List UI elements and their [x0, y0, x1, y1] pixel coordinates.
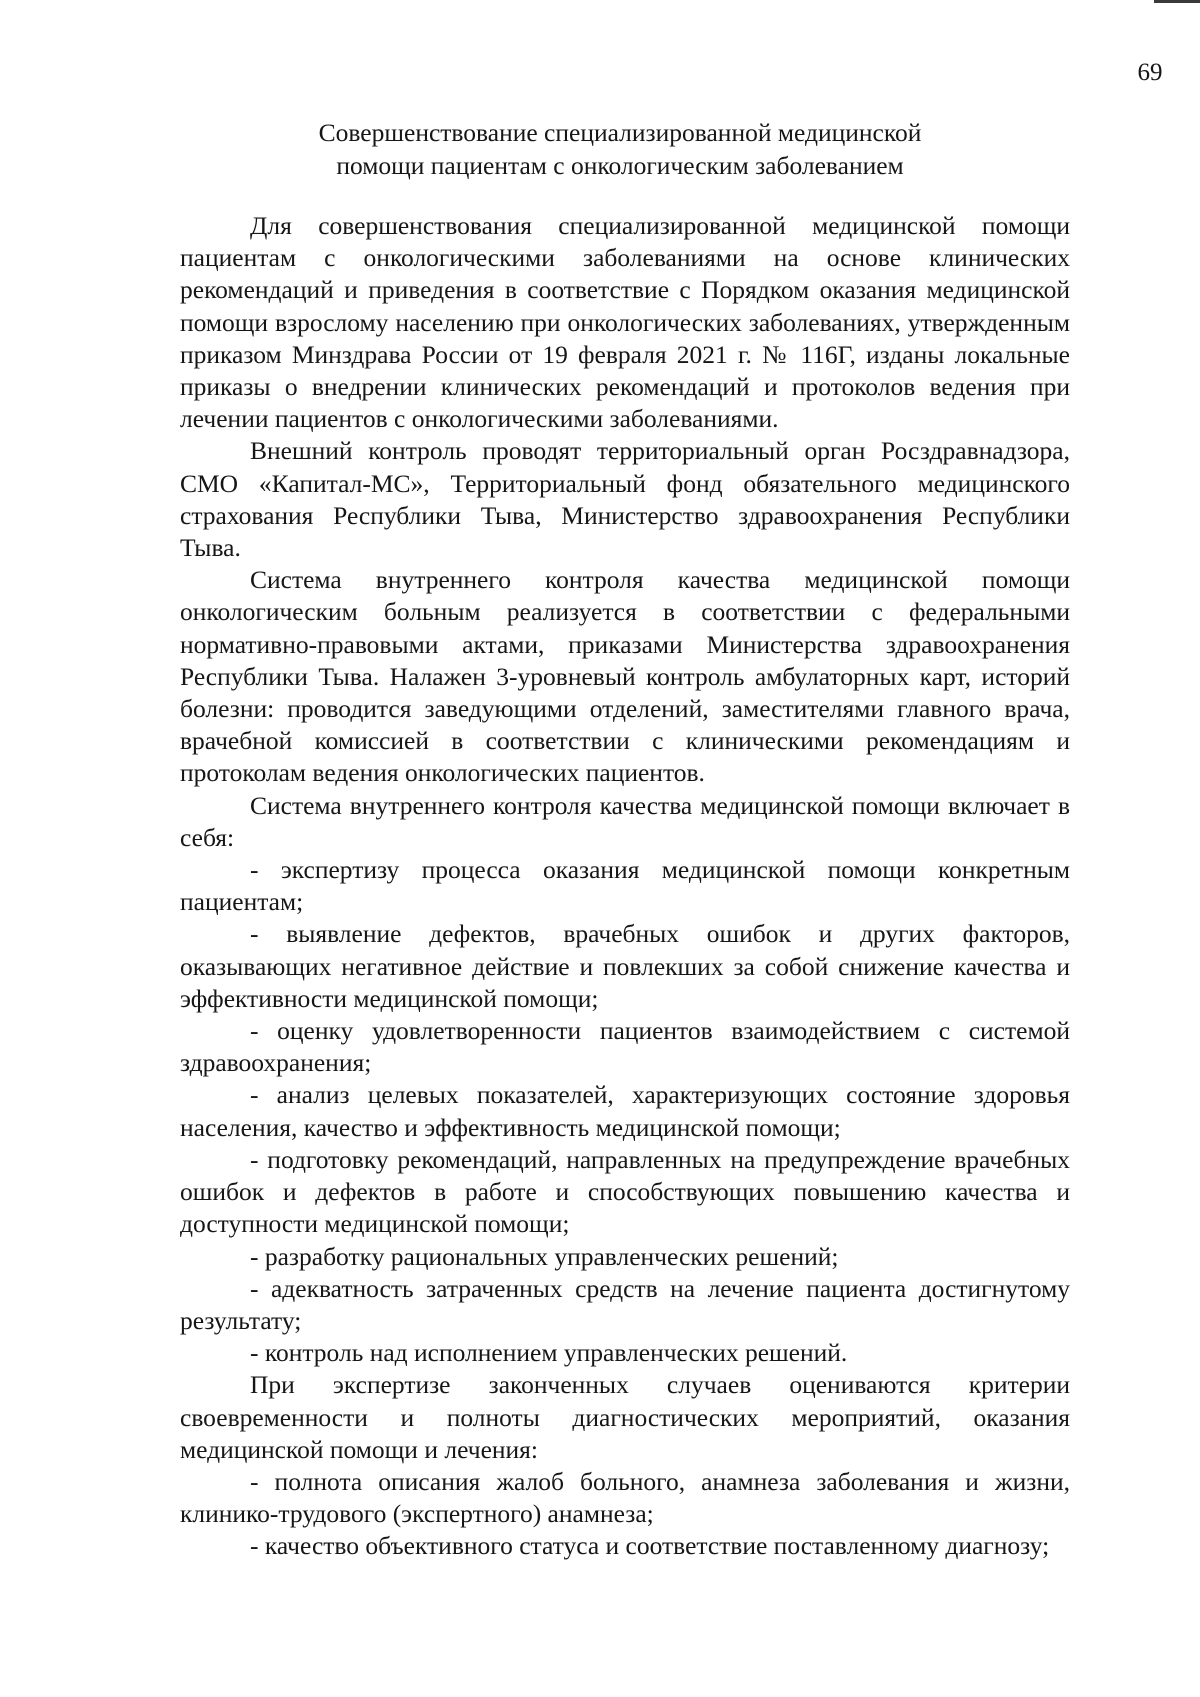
list-item: - подготовку рекомендаций, направленных на предупреждение врачебных ошибок и дефектов в работе и способствующих повышению качества и доступности медицинской помощи;	[180, 1144, 1070, 1239]
scan-corner-mark	[1154, 0, 1200, 3]
paragraph-intro: Для совершенствования специализированной медицинской помощи пациентам с онкологическими заболеваниями на основе клинических рекомендаций и приведения в соответствие с Порядком оказания медицинской помощи взрослому населению при онкологических заболеваниях, утвержденным приказом Минздрава России от 19 февраля 2021 г. № 116Г, изданы локальные приказы о внедрении клинических рекомендаций и протоколов ведения при лечении пациентов с онкологическими заболеваниями.	[180, 211, 1070, 434]
paragraph-system-includes: Система внутреннего контроля качества медицинской помощи включает в себя:	[180, 790, 1070, 852]
section-title	[170, 116, 1070, 182]
paragraph-expertise: При экспертизе законченных случаев оцениваются критерии своевременности и полноты диагностических мероприятий, оказания медицинской помощи и лечения:	[180, 1370, 1070, 1464]
list-item: - адекватность затраченных средств на лечение пациента достигнутому результату;	[180, 1273, 1070, 1335]
list-item: - экспертизу процесса оказания медицинской помощи конкретным пациентам;	[180, 855, 1070, 917]
paragraph-internal-control: Система внутреннего контроля качества медицинской помощи онкологическим больным реализуется в соответствии с федеральными нормативно-правовыми актами, приказами Министерства здравоохранения Республики Тыва. Налажен 3-уровневый контроль амбулаторных карт, историй болезни: проводится заведующими отделений, заместителями главного врача, врачебной комиссией в соответствии с клиническими рекомендациям и протоколам ведения онкологических пациентов.	[180, 565, 1070, 788]
document-body	[180, 210, 1070, 1563]
list-item: - контроль над исполнением управленческих решений.	[250, 1338, 848, 1368]
list-item: - разработку рациональных управленческих решений;	[250, 1241, 839, 1271]
list-item: - оценку удовлетворенности пациентов взаимодействием с системой здравоохранения;	[180, 1016, 1070, 1078]
list-item: - выявление дефектов, врачебных ошибок и других факторов, оказывающих негативное действие и повлекших за собой снижение качества и эффективности медицинской помощи;	[180, 919, 1070, 1013]
section-title-line-2: помощи пациентам с онкологическим заболеванием	[336, 151, 904, 180]
page-number: 69	[1137, 59, 1163, 86]
paragraph-external-control: Внешний контроль проводят территориальный орган Росздравнадзора, СМО «Капитал-МС», Территориальный фонд обязательного медицинского страхования Республики Тыва, Министерство здравоохранения Республики Тыва.	[180, 436, 1070, 563]
section-title-line-1: Совершенствование специализированной медицинской	[318, 118, 922, 147]
list-item: - анализ целевых показателей, характеризующих состояние здоровья населения, качество и эффективность медицинской помощи;	[180, 1080, 1070, 1142]
list-item: - полнота описания жалоб больного, анамнеза заболевания и жизни, клинико-трудового (экспертного) анамнеза;	[180, 1466, 1070, 1529]
list-item: - качество объективного статуса и соответствие поставленному диагнозу;	[250, 1531, 1050, 1561]
